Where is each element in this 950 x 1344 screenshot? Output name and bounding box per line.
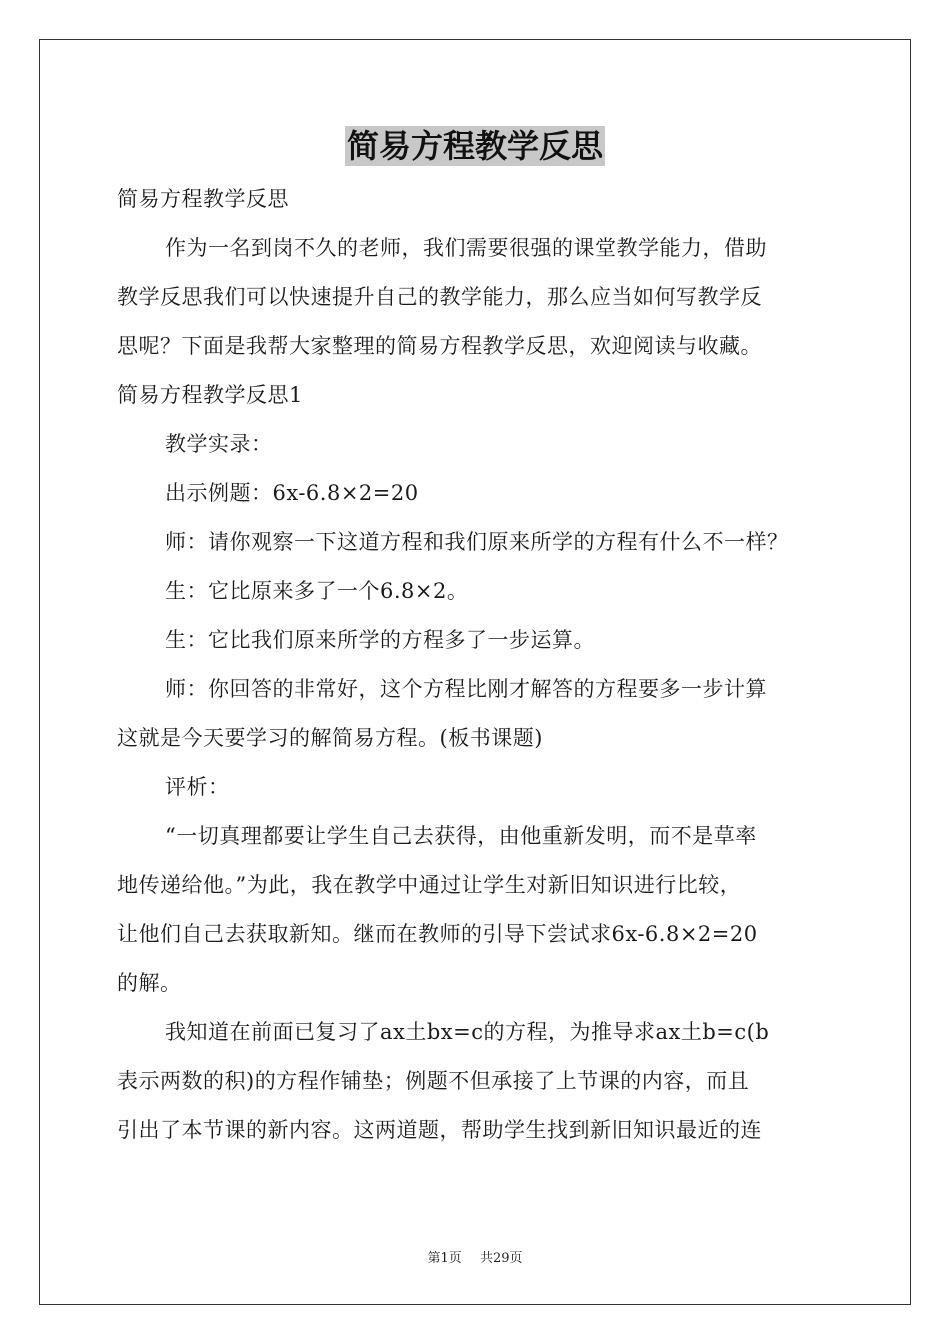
text-line: 思呢？下面是我帮大家整理的简易方程教学反思，欢迎阅读与收藏。 — [117, 334, 762, 358]
document-body — [117, 175, 839, 1155]
text-line: 作为一名到岗不久的老师，我们需要很强的课堂教学能力，借助 — [165, 236, 767, 260]
text-line: 生：它比我们原来所学的方程多了一步运算。 — [165, 628, 595, 652]
text-line: 教学反思我们可以快速提升自己的教学能力，那么应当如何写教学反 — [117, 285, 762, 309]
title-container — [0, 126, 950, 166]
text-line: 地传递给他。”为此，我在教学中通过让学生对新旧知识进行比较， — [117, 873, 742, 897]
text-line: 引出了本节课的新内容。这两道题，帮助学生找到新旧知识最近的连 — [117, 1118, 762, 1142]
page-number: 第1页 — [427, 1251, 462, 1266]
page-total: 共29页 — [479, 1251, 523, 1266]
document-title: 简易方程教学反思 — [346, 127, 603, 165]
text-line: 表示两数的积)的方程作铺垫；例题不但承接了上节课的内容，而且 — [117, 1069, 750, 1093]
text-line: 简易方程教学反思 — [117, 187, 289, 211]
text-line: 这就是今天要学习的解简易方程。(板书课题) — [117, 726, 543, 750]
page-footer — [0, 1247, 950, 1266]
text-line: 评析： — [165, 775, 230, 799]
text-line: 我知道在前面已复习了ax土bx=c的方程，为推导求ax土b=c(b — [165, 1020, 770, 1044]
text-line: 简易方程教学反思1 — [117, 383, 303, 407]
text-line: 的解。 — [117, 971, 182, 995]
text-line: 让他们自己去获取新知。继而在教师的引导下尝试求6x-6.8×2=20 — [117, 922, 758, 946]
text-line: 生：它比原来多了一个6.8×2。 — [165, 579, 469, 603]
text-line: 出示例题：6x-6.8×2=20 — [165, 481, 419, 505]
text-line: 师：你回答的非常好，这个方程比刚才解答的方程要多一步计算 — [165, 677, 767, 701]
text-line: 师：请你观察一下这道方程和我们原来所学的方程有什么不一样？ — [165, 530, 789, 554]
text-line: 教学实录： — [165, 432, 273, 456]
text-line: “一切真理都要让学生自己去获得，由他重新发明，而不是草率 — [165, 824, 757, 848]
